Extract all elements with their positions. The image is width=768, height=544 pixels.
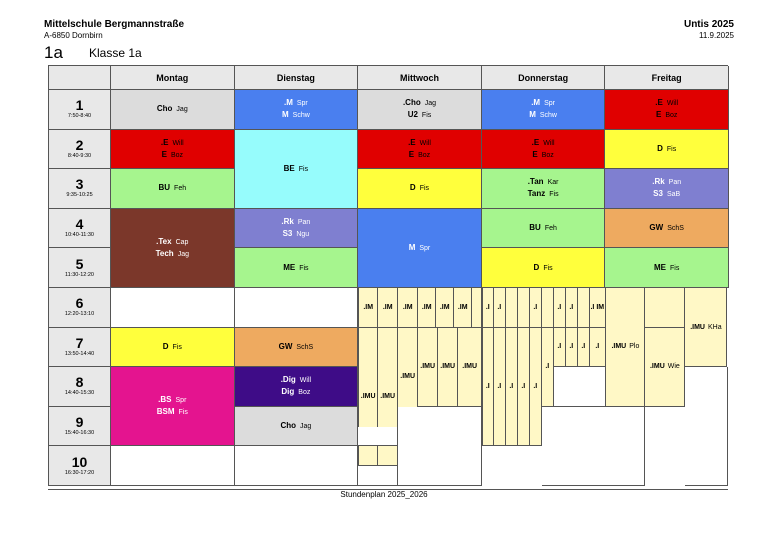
- lesson-line: [408, 109, 432, 121]
- teacher-code: Jag: [177, 250, 189, 258]
- subject-code: .Cho: [402, 98, 421, 108]
- lesson-cell: [482, 90, 606, 130]
- subject-code: .I: [557, 303, 562, 311]
- lesson-line: [653, 188, 680, 200]
- period-number: 10: [71, 453, 88, 470]
- day-header: [358, 66, 482, 90]
- teacher-code: Fis: [543, 264, 553, 272]
- subject-code: M: [408, 242, 416, 252]
- subject-code: E: [408, 149, 415, 159]
- subject-code: ME: [283, 262, 296, 272]
- lesson-cell: [235, 328, 359, 368]
- lesson-cell: [111, 446, 235, 486]
- period-number: 5: [75, 255, 84, 272]
- period-label: [49, 367, 111, 407]
- lesson-cell: [358, 90, 482, 130]
- lesson-line: [281, 374, 311, 386]
- subject-code: .I: [485, 382, 490, 390]
- lesson-line: [529, 109, 557, 121]
- footer-text: Stundenplan 2025_2026: [340, 490, 428, 499]
- subject-code: .BS: [158, 395, 172, 405]
- course-subcell: [506, 288, 518, 328]
- course-subcell: [590, 288, 606, 328]
- teacher-code: Will: [299, 377, 312, 385]
- course-subcell: [590, 328, 606, 368]
- teacher-code: Feh: [174, 185, 187, 193]
- teacher-code: Plo: [629, 343, 640, 351]
- course-subcell: [506, 328, 518, 447]
- subject-code: Tanz: [527, 189, 546, 199]
- subject-code: GW: [649, 223, 664, 233]
- empty-cell: [605, 407, 645, 486]
- course-subcell: [494, 328, 506, 447]
- subject-code: E: [532, 149, 538, 159]
- course-subcell: [645, 328, 685, 407]
- period-time: 12:20-13:10: [64, 311, 95, 318]
- teacher-code: Fis: [298, 165, 309, 173]
- empty-cell: [542, 407, 606, 486]
- lesson-cell: [235, 248, 359, 288]
- teacher-code: Feh: [544, 225, 557, 233]
- lesson-line: [534, 262, 553, 274]
- subject-code: Dig: [281, 387, 295, 397]
- teacher-code: Jag: [424, 100, 437, 108]
- subject-code: .IMU: [360, 392, 376, 400]
- product-name: Untis 2025: [683, 19, 734, 30]
- lesson-cell: [111, 130, 235, 170]
- subject-code: .I: [569, 343, 574, 351]
- teacher-code: SaB: [666, 191, 681, 199]
- subject-code: D: [409, 183, 416, 193]
- course-subcell: [482, 328, 494, 447]
- lesson-line: [281, 386, 310, 398]
- teacher-code: Spr: [175, 397, 187, 405]
- subject-code: D: [162, 341, 169, 351]
- teacher-code: Spr: [419, 244, 431, 252]
- subject-code: .IMU: [690, 323, 705, 331]
- teacher-code: Boz: [298, 389, 311, 397]
- lesson-cell: [235, 446, 359, 486]
- teacher-code: Spr: [296, 100, 308, 108]
- day-label: Donnerstag: [518, 72, 569, 83]
- course-subcell: [458, 328, 482, 407]
- lesson-cell: [482, 209, 606, 249]
- teacher-code: Schw: [292, 112, 310, 120]
- lesson-line: [156, 248, 189, 260]
- lesson-line: [528, 188, 559, 200]
- period-label: [49, 288, 111, 328]
- subject-code: .Tan: [527, 177, 544, 187]
- lesson-line: [532, 149, 553, 161]
- period-label: [49, 248, 111, 288]
- period-label: [49, 407, 111, 447]
- lesson-cell: [605, 169, 729, 209]
- subject-code: Tech: [155, 248, 174, 258]
- subject-code: .I: [595, 343, 600, 351]
- day-label: Mittwoch: [399, 72, 439, 83]
- period-time: 7:50-8:40: [67, 113, 92, 120]
- lesson-line: [652, 176, 681, 188]
- course-subcell: [436, 288, 454, 328]
- lesson-cell: [235, 367, 359, 407]
- subject-code: E: [161, 149, 167, 159]
- teacher-code: Pan: [297, 219, 311, 227]
- teacher-code: KHa: [707, 323, 722, 331]
- lesson-cell: [605, 209, 729, 249]
- teacher-code: Fis: [421, 112, 432, 120]
- subject-code: .IMU: [420, 363, 436, 371]
- teacher-code: Will: [666, 100, 679, 108]
- lesson-line: [284, 163, 308, 175]
- lesson-line: [280, 420, 311, 432]
- subject-code: BE: [283, 163, 295, 173]
- lesson-line: [529, 222, 557, 234]
- lesson-line: [156, 236, 188, 248]
- course-subcell: [530, 328, 542, 447]
- lesson-cell: [605, 130, 729, 170]
- empty-cell: [358, 466, 398, 486]
- day-label: Dienstag: [276, 72, 315, 83]
- teacher-code: Schw: [539, 112, 557, 120]
- subject-code: .IMU: [649, 363, 665, 371]
- course-subcell: [418, 328, 438, 407]
- subject-code: .IM: [457, 303, 468, 311]
- day-label: Freitag: [651, 72, 682, 83]
- day-header: [235, 66, 359, 90]
- subject-code: D: [533, 262, 540, 272]
- empty-cell: [554, 367, 606, 407]
- period-label: [49, 169, 111, 209]
- lesson-line: [532, 137, 555, 149]
- subject-code: Cho: [156, 104, 173, 114]
- period-number: 6: [75, 295, 84, 312]
- subject-code: S3: [653, 189, 663, 199]
- period-label: [49, 90, 111, 130]
- day-header: [482, 66, 606, 90]
- subject-code: BU: [158, 183, 171, 193]
- subject-code: GW: [278, 341, 293, 351]
- course-subcell: [578, 288, 590, 328]
- school-address: A-6850 Dornbirn: [44, 31, 103, 40]
- class-code: 1a: [44, 43, 63, 62]
- teacher-code: Fis: [670, 264, 680, 272]
- day-header: [605, 66, 729, 90]
- period-time: 16:30-17:20: [64, 469, 95, 476]
- period-number: 2: [75, 136, 84, 153]
- course-subcell: [542, 328, 554, 407]
- course-subcell: [530, 288, 542, 328]
- day-label: Montag: [156, 72, 189, 83]
- period-time: 10:40-11:30: [65, 232, 94, 239]
- teacher-code: Jag: [300, 423, 312, 431]
- period-time: 15:40-16:30: [64, 430, 95, 437]
- teacher-code: Fis: [299, 264, 309, 272]
- period-number: 1: [75, 97, 84, 114]
- subject-code: .IMU: [380, 392, 396, 400]
- grid-corner: [49, 66, 111, 90]
- subject-code: .Rk: [281, 217, 294, 227]
- lesson-line: [284, 97, 308, 109]
- subject-code: .Rk: [652, 177, 665, 187]
- lesson-cell: [605, 248, 729, 288]
- course-subcell: [358, 288, 378, 328]
- lesson-cell: [111, 367, 235, 446]
- lesson-line: [656, 109, 677, 121]
- empty-cell: [398, 407, 482, 486]
- course-subcell: [398, 288, 418, 328]
- teacher-code: Jag: [176, 106, 188, 114]
- subject-code: BSM: [156, 407, 175, 417]
- lesson-line: [282, 109, 310, 121]
- subject-code: .I: [533, 303, 538, 311]
- teacher-code: Ngu: [296, 231, 310, 239]
- teacher-code: Will: [419, 139, 431, 147]
- subject-code: .I: [485, 303, 490, 311]
- teacher-code: Pan: [668, 179, 682, 187]
- teacher-code: Cap: [175, 238, 189, 246]
- subject-code: .IM: [382, 303, 393, 311]
- lesson-line: [283, 228, 310, 240]
- course-subcell: [542, 288, 554, 328]
- subject-code: .IM: [421, 303, 432, 311]
- teacher-code: SchS: [296, 343, 314, 351]
- lesson-cell: [111, 328, 235, 368]
- period-time: 13:50-14:40: [64, 350, 95, 357]
- course-subcell: [454, 288, 472, 328]
- lesson-cell: [605, 90, 729, 130]
- period-time: 8:40-9:30: [67, 152, 92, 159]
- subject-code: .I IM: [590, 303, 605, 311]
- teacher-code: Fis: [419, 185, 430, 193]
- period-time: 14:40-15:30: [64, 390, 95, 397]
- subject-code: .M: [531, 98, 541, 108]
- lesson-line: [158, 394, 186, 406]
- course-subcell: [494, 288, 506, 328]
- lesson-line: [157, 103, 188, 115]
- class-name: Klasse 1a: [89, 46, 142, 60]
- lesson-line: [657, 143, 676, 155]
- period-number: 3: [75, 176, 84, 193]
- lesson-line: [528, 176, 559, 188]
- lesson-line: [403, 97, 436, 109]
- subject-code: .IMU: [440, 363, 456, 371]
- course-subcell: [645, 288, 685, 328]
- subject-code: Cho: [280, 421, 297, 431]
- lesson-cell: [235, 209, 359, 249]
- subject-code: .I: [581, 343, 586, 351]
- course-subcell: [554, 328, 566, 368]
- lesson-line: [281, 216, 310, 228]
- subject-code: .IMU: [611, 343, 627, 351]
- empty-cell: [358, 427, 398, 447]
- teacher-code: Fis: [178, 409, 188, 417]
- lesson-line: [410, 182, 429, 194]
- lesson-line: [654, 262, 679, 274]
- subject-code: .Tex: [156, 236, 172, 246]
- subject-code: ME: [654, 262, 667, 272]
- course-subcell: [418, 288, 436, 328]
- period-number: 8: [75, 374, 84, 391]
- period-time: 9:35-10:25: [66, 192, 93, 199]
- subject-code: .M: [283, 98, 293, 108]
- teacher-code: Fis: [666, 145, 677, 153]
- school-name: Mittelschule Bergmannstraße: [44, 19, 185, 30]
- lesson-line: [531, 97, 555, 109]
- subject-code: M: [281, 110, 289, 120]
- subject-code: .I: [497, 303, 502, 311]
- course-subcell: [566, 288, 578, 328]
- period-time: 11:30-12:20: [65, 271, 94, 278]
- subject-code: .I: [545, 363, 550, 371]
- teacher-code: Boz: [170, 151, 183, 159]
- lesson-cell: [358, 169, 482, 209]
- teacher-code: Kar: [547, 179, 559, 187]
- lesson-line: [409, 242, 431, 254]
- course-subcell: [518, 328, 530, 447]
- lesson-line: [158, 182, 186, 194]
- subject-code: M: [529, 110, 536, 120]
- subject-code: .E: [655, 98, 663, 108]
- day-header: [111, 66, 235, 90]
- period-number: 4: [75, 216, 84, 233]
- subject-code: D: [657, 143, 663, 153]
- teacher-code: Boz: [665, 112, 678, 120]
- subject-code: .I: [557, 343, 562, 351]
- lesson-line: [408, 137, 431, 149]
- teacher-code: Will: [543, 139, 555, 147]
- print-date: 11.9.2025: [699, 31, 734, 40]
- lesson-line: [157, 406, 188, 418]
- period-number: 9: [75, 414, 84, 431]
- lesson-cell: [482, 248, 606, 288]
- lesson-cell: [111, 90, 235, 130]
- period-label: [49, 130, 111, 170]
- subject-code: E: [655, 110, 662, 120]
- lesson-line: [163, 341, 182, 353]
- period-label: [49, 209, 111, 249]
- empty-cell: [685, 367, 728, 486]
- lesson-line: [279, 341, 314, 353]
- lesson-line: [283, 262, 308, 274]
- course-subcell: [472, 288, 482, 328]
- subject-code: .I: [533, 382, 538, 390]
- lesson-cell: [111, 209, 235, 288]
- teacher-code: Fis: [172, 343, 182, 351]
- subject-code: .IM: [363, 303, 374, 311]
- subject-code: .I: [521, 382, 526, 390]
- teacher-code: Wie: [667, 363, 680, 371]
- lesson-cell: [235, 288, 359, 328]
- lesson-line: [409, 149, 430, 161]
- subject-code: .I: [497, 382, 502, 390]
- period-label: [49, 446, 111, 486]
- lesson-cell: [235, 90, 359, 130]
- lesson-cell: [111, 288, 235, 328]
- course-subcell: [578, 328, 590, 368]
- course-subcell: [438, 328, 458, 407]
- teacher-code: Spr: [544, 100, 555, 108]
- course-subcell: [605, 288, 645, 407]
- teacher-code: Boz: [418, 151, 431, 159]
- teacher-code: Fis: [549, 191, 559, 199]
- timetable-grid: [48, 65, 728, 486]
- period-number: 7: [75, 334, 84, 351]
- lesson-line: [655, 97, 678, 109]
- subject-code: .IMU: [462, 363, 478, 371]
- subject-code: U2: [407, 110, 418, 120]
- subject-code: .I: [509, 382, 514, 390]
- teacher-code: Will: [172, 139, 184, 147]
- course-subcell: [554, 288, 566, 328]
- course-subcell: [518, 288, 530, 328]
- subject-code: .I: [569, 303, 574, 311]
- lesson-cell: [235, 407, 359, 447]
- lesson-line: [162, 149, 183, 161]
- lesson-cell: [482, 169, 606, 209]
- teacher-code: SchS: [667, 225, 684, 233]
- subject-code: .Dig: [280, 375, 296, 385]
- period-label: [49, 328, 111, 368]
- lesson-cell: [358, 130, 482, 170]
- subject-code: BU: [529, 223, 541, 233]
- subject-code: .IM: [402, 303, 413, 311]
- lesson-cell: [482, 130, 606, 170]
- lesson-cell: [358, 209, 482, 288]
- lesson-cell: [111, 169, 235, 209]
- teacher-code: Boz: [541, 151, 554, 159]
- lesson-line: [161, 137, 184, 149]
- subject-code: .IMU: [400, 373, 416, 381]
- subject-code: .E: [408, 137, 416, 147]
- course-subcell: [685, 288, 727, 367]
- lesson-cell: [235, 130, 359, 209]
- lesson-line: [649, 222, 684, 234]
- subject-code: .E: [160, 137, 169, 147]
- course-subcell: [566, 328, 578, 368]
- course-subcell: [482, 288, 494, 328]
- subject-code: .E: [531, 137, 540, 147]
- subject-code: .IM: [439, 303, 450, 311]
- subject-code: S3: [282, 229, 293, 239]
- course-subcell: [378, 288, 398, 328]
